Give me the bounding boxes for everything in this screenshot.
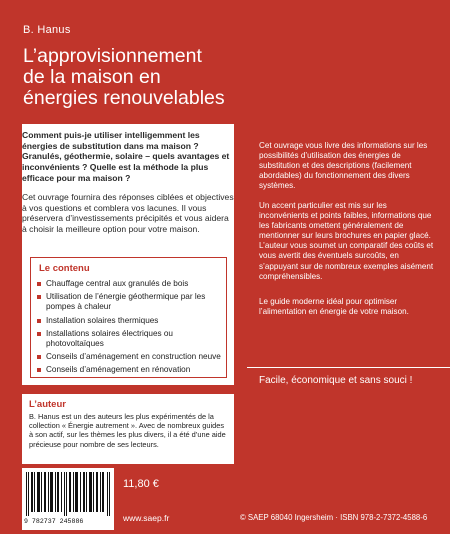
- list-item-text: Conseils d’aménagement en construction neuve: [46, 352, 221, 362]
- author-name: B. Hanus: [23, 24, 71, 36]
- list-item: [37, 316, 221, 326]
- author-bio: B. Hanus est un des auteurs les plus expérimentés de la collection « Énergie autrement ». Avec de nombreux guides à son actif, sur les thèmes les plus divers, il a été d’une aide précieuse pour nombre de ses lecteurs.: [29, 412, 226, 449]
- divider: [247, 367, 450, 368]
- list-item: [37, 352, 221, 362]
- author-box: [22, 394, 234, 464]
- author-heading: L’auteur: [29, 399, 66, 410]
- title-line: L’approvisionnement: [23, 45, 202, 67]
- list-item-text: Installations solaires électriques ou photovoltaïques: [46, 328, 173, 349]
- list-item-text: Conseils d’aménagement en rénovation: [46, 365, 191, 375]
- website-link[interactable]: www.saep.fr: [123, 513, 170, 523]
- contents-list: [37, 279, 221, 379]
- contents-heading: Le contenu: [39, 263, 90, 274]
- list-item-text: Utilisation de l’énergie géothermique par les pompes à chaleur: [46, 292, 206, 312]
- barcode: [22, 468, 114, 530]
- slogan: Facile, économique et sans souci !: [259, 375, 413, 386]
- bullet-icon: [37, 355, 41, 359]
- description-paragraph: Un accent particulier est mis sur les inconvénients et points faibles, informations que les fabricants omettent généralement de mentionner sur leurs brochures en papier glacé. L’auteur vous soumet un comparatif des coûts et vous avertit des éventuels surcoûts, en s’appuyant sur de nombreux exemples aisément compréhensibles.: [259, 201, 434, 281]
- bullet-icon: [37, 368, 41, 372]
- list-item: [37, 329, 221, 349]
- bullet-icon: [37, 332, 41, 336]
- list-item-text: Installation solaires thermiques: [46, 315, 159, 325]
- book-title: [23, 46, 225, 109]
- intro-answer: Cet ouvrage fournira des réponses ciblées et objectives à vos questions et comblera vos lacunes. Il vous préservera d’investissements précipités et vous aidera à choisir la meilleure option pour votre maison.: [22, 192, 234, 235]
- title-line: de la maison en: [23, 66, 161, 88]
- list-item: [37, 279, 221, 289]
- list-item-text: Chauffage central aux granulés de bois: [46, 279, 189, 288]
- publisher-info: © SAEP 68040 Ingersheim · ISBN 978-2-7372-4588-6: [240, 513, 428, 522]
- intro-panel: [22, 124, 234, 385]
- title-line: énergies renouvelables: [23, 87, 225, 109]
- description-paragraph: Le guide moderne idéal pour optimiser l’alimentation en énergie de votre maison.: [259, 297, 409, 317]
- bullet-icon: [37, 319, 41, 323]
- intro-question: Comment puis-je utiliser intelligemment les énergies de substitution dans ma maison ? Granulés, géothermie, solaire – quels avantages et inconvénients ? Quelle est la méthode la plus efficace pour ma maison ?: [22, 130, 230, 183]
- description-paragraph: Cet ouvrage vous livre des informations sur les possibilités d’utilisation des énergies de substitution et des descriptions (facilement abordables) du fonctionnement des divers systèmes.: [259, 141, 428, 191]
- list-item: [37, 365, 221, 375]
- barcode-digits: 9 782737 245886: [24, 518, 84, 525]
- barcode-bars-icon: [26, 472, 110, 516]
- bullet-icon: [37, 295, 41, 299]
- price: 11,80 €: [123, 478, 159, 490]
- list-item: [37, 292, 221, 312]
- bullet-icon: [37, 282, 41, 286]
- contents-box: [30, 257, 227, 378]
